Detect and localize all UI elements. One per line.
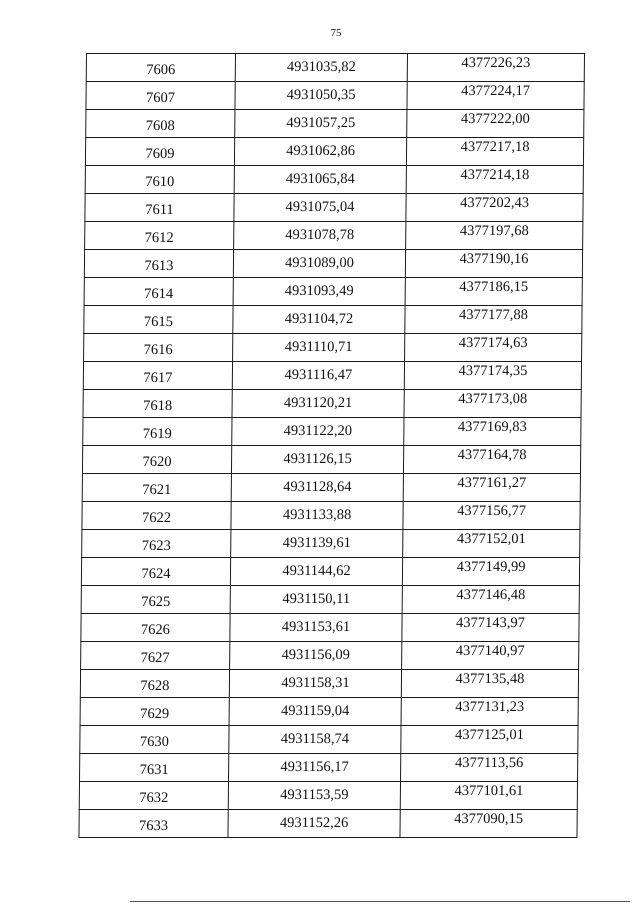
y-coordinate-cell xyxy=(405,250,582,278)
page-number: 75 xyxy=(330,27,342,39)
cell-text: 4377186,15 xyxy=(459,278,529,295)
y-coordinate-cell xyxy=(400,782,577,810)
point-number-cell xyxy=(82,530,231,558)
x-coordinate-cell xyxy=(234,222,406,250)
x-coordinate-cell xyxy=(234,138,406,166)
y-coordinate-cell xyxy=(405,334,582,362)
y-coordinate-cell xyxy=(401,726,578,754)
x-coordinate-cell xyxy=(231,474,403,502)
cell-text: 4377113,56 xyxy=(454,754,524,771)
x-coordinate-cell xyxy=(233,250,405,278)
table-row xyxy=(85,138,583,166)
table-row xyxy=(84,334,582,362)
cell-text: 7633 xyxy=(139,817,169,834)
cell-text: 7629 xyxy=(140,705,170,722)
y-coordinate-cell xyxy=(402,642,579,670)
cell-text: 7626 xyxy=(140,621,171,638)
cell-text: 4931128,64 xyxy=(283,478,352,495)
cell-text: 7625 xyxy=(141,593,171,610)
table-row xyxy=(86,110,584,138)
cell-text: 4931150,11 xyxy=(282,590,351,607)
cell-text: 7611 xyxy=(145,201,174,218)
cell-text: 7628 xyxy=(140,677,170,694)
table-row xyxy=(81,558,579,586)
point-number-cell xyxy=(80,698,229,726)
table-row xyxy=(84,278,582,306)
point-number-cell xyxy=(83,390,232,418)
cell-text: 4377152,01 xyxy=(456,530,526,547)
x-coordinate-cell xyxy=(233,334,405,362)
cell-text: 7624 xyxy=(141,565,171,582)
cell-text: 7632 xyxy=(139,789,169,806)
cell-text: 4931089,00 xyxy=(284,254,355,271)
y-coordinate-cell xyxy=(406,222,583,250)
cell-text: 4377125,01 xyxy=(454,726,524,743)
y-coordinate-cell xyxy=(401,754,578,782)
cell-text: 7615 xyxy=(143,313,173,330)
point-number-cell xyxy=(81,586,230,614)
table-row xyxy=(82,530,580,558)
y-coordinate-cell xyxy=(406,166,583,194)
x-coordinate-cell xyxy=(235,82,407,110)
cell-text: 4931075,04 xyxy=(285,198,355,215)
point-number-cell xyxy=(81,614,230,642)
y-coordinate-cell xyxy=(403,530,580,558)
x-coordinate-cell xyxy=(231,530,403,558)
point-number-cell xyxy=(85,138,234,166)
x-coordinate-cell xyxy=(229,754,401,782)
cell-text: 4931139,61 xyxy=(282,534,352,551)
table-row xyxy=(86,54,584,82)
cell-text: 7616 xyxy=(143,341,173,358)
cell-text: 4931110,71 xyxy=(284,338,353,355)
y-coordinate-cell xyxy=(403,502,580,530)
table-row xyxy=(84,306,582,334)
cell-text: 7620 xyxy=(142,453,172,470)
x-coordinate-cell xyxy=(229,670,401,698)
y-coordinate-cell xyxy=(407,82,584,110)
x-coordinate-cell xyxy=(234,194,406,222)
x-coordinate-cell xyxy=(232,362,404,390)
cell-text: 4931120,21 xyxy=(283,394,353,411)
point-number-cell xyxy=(84,278,233,306)
point-number-cell xyxy=(80,670,229,698)
point-number-cell xyxy=(84,334,233,362)
table-row xyxy=(85,222,583,250)
cell-text: 7618 xyxy=(143,397,173,414)
cell-text: 4931062,86 xyxy=(286,142,356,159)
point-number-cell xyxy=(86,110,235,138)
cell-text: 4931078,78 xyxy=(285,226,355,243)
y-coordinate-cell xyxy=(403,474,580,502)
x-coordinate-cell xyxy=(229,726,401,754)
cell-text: 7617 xyxy=(143,369,173,386)
table-row xyxy=(82,502,580,530)
table-row xyxy=(85,194,583,222)
y-coordinate-cell xyxy=(406,194,583,222)
cell-text: 4931156,17 xyxy=(280,758,349,775)
cell-text: 4377143,97 xyxy=(456,614,526,631)
point-number-cell xyxy=(81,558,230,586)
cell-text: 4931126,15 xyxy=(283,450,352,467)
x-coordinate-cell xyxy=(231,502,403,530)
y-coordinate-cell xyxy=(403,446,580,474)
cell-text: 7631 xyxy=(139,761,169,778)
cell-text: 4377161,27 xyxy=(457,474,527,491)
cell-text: 4931093,49 xyxy=(284,282,354,299)
cell-text: 7622 xyxy=(141,509,172,526)
cell-text: 4377146,48 xyxy=(456,586,526,603)
x-coordinate-cell xyxy=(231,446,403,474)
cell-text: 7608 xyxy=(145,117,175,134)
table-row xyxy=(80,754,578,782)
cell-text: 4931159,04 xyxy=(280,702,350,719)
y-coordinate-cell xyxy=(402,558,579,586)
cell-text: 4377202,43 xyxy=(460,194,530,211)
cell-text: 4377214,18 xyxy=(460,166,530,183)
cell-text: 4931116,47 xyxy=(284,366,353,383)
cell-text: 4931153,61 xyxy=(281,618,351,635)
x-coordinate-cell xyxy=(235,54,407,82)
table-row xyxy=(81,642,579,670)
cell-text: 4377169,83 xyxy=(457,418,527,435)
cell-text: 7612 xyxy=(144,229,174,246)
table-row xyxy=(79,810,577,838)
table-row xyxy=(80,670,578,698)
table-row xyxy=(81,586,579,614)
point-number-cell xyxy=(86,54,235,82)
cell-text: 4931133,88 xyxy=(282,506,352,523)
y-coordinate-cell xyxy=(404,418,581,446)
table-row xyxy=(80,698,578,726)
cell-text: 4377222,00 xyxy=(460,110,530,127)
y-coordinate-cell xyxy=(405,306,582,334)
x-coordinate-cell xyxy=(230,642,402,670)
cell-text: 7606 xyxy=(146,61,176,78)
x-coordinate-cell xyxy=(233,306,405,334)
cell-text: 7619 xyxy=(142,425,172,442)
x-coordinate-cell xyxy=(230,586,402,614)
point-number-cell xyxy=(83,418,232,446)
cell-text: 7607 xyxy=(145,89,176,106)
point-number-cell xyxy=(82,446,231,474)
point-number-cell xyxy=(80,726,229,754)
point-number-cell xyxy=(85,222,234,250)
point-number-cell xyxy=(86,82,235,110)
point-number-cell xyxy=(80,754,229,782)
point-number-cell xyxy=(79,810,228,838)
cell-text: 4377217,18 xyxy=(460,138,530,155)
y-coordinate-cell xyxy=(402,614,579,642)
x-coordinate-cell xyxy=(228,810,400,838)
x-coordinate-cell xyxy=(235,110,407,138)
point-number-cell xyxy=(85,166,234,194)
cell-text: 4931156,09 xyxy=(281,646,350,663)
cell-text: 7630 xyxy=(139,733,169,750)
cell-text: 4377224,17 xyxy=(461,82,531,99)
coordinates-table xyxy=(78,53,585,838)
x-coordinate-cell xyxy=(230,558,402,586)
cell-text: 4377131,23 xyxy=(455,698,525,715)
y-coordinate-cell xyxy=(401,698,578,726)
x-coordinate-cell xyxy=(232,390,404,418)
point-number-cell xyxy=(81,642,230,670)
cell-text: 4931104,72 xyxy=(284,310,354,327)
cell-text: 4931152,26 xyxy=(279,814,349,831)
cell-text: 4377149,99 xyxy=(456,558,526,575)
point-number-cell xyxy=(84,250,233,278)
table-row xyxy=(83,418,581,446)
cell-text: 4931035,82 xyxy=(286,58,356,75)
y-coordinate-cell xyxy=(400,810,577,838)
y-coordinate-cell xyxy=(407,54,584,82)
table-row xyxy=(84,250,582,278)
cell-text: 7610 xyxy=(145,173,175,190)
point-number-cell xyxy=(79,782,228,810)
x-coordinate-cell xyxy=(228,782,400,810)
cell-text: 4377177,88 xyxy=(458,306,529,323)
table-row xyxy=(82,474,580,502)
table-row xyxy=(81,614,579,642)
cell-text: 7623 xyxy=(141,537,171,554)
table-row xyxy=(85,166,583,194)
table-row xyxy=(79,782,577,810)
cell-text: 4931050,35 xyxy=(286,86,356,103)
table-row xyxy=(86,82,584,110)
cell-text: 7614 xyxy=(144,285,174,302)
cell-text: 7609 xyxy=(145,145,175,162)
point-number-cell xyxy=(82,474,231,502)
point-number-cell xyxy=(84,306,233,334)
point-number-cell xyxy=(82,502,231,530)
x-coordinate-cell xyxy=(229,698,401,726)
cell-text: 4377101,61 xyxy=(454,782,524,799)
cell-text: 4377174,35 xyxy=(458,362,528,379)
y-coordinate-cell xyxy=(406,138,583,166)
cell-text: 7613 xyxy=(144,257,174,274)
cell-text: 4931065,84 xyxy=(285,170,355,187)
cell-text: 4377190,16 xyxy=(459,250,529,267)
page-bottom-rule xyxy=(130,901,630,902)
cell-text: 7621 xyxy=(142,481,172,498)
cell-text: 4377156,77 xyxy=(457,502,527,519)
cell-text: 4931144,62 xyxy=(282,562,351,579)
cell-text: 4377135,48 xyxy=(455,670,525,687)
cell-text: 4377140,97 xyxy=(455,642,525,659)
table-row xyxy=(82,446,580,474)
point-number-cell xyxy=(83,362,232,390)
x-coordinate-cell xyxy=(233,278,405,306)
cell-text: 4377090,15 xyxy=(454,810,524,827)
cell-text: 4377197,68 xyxy=(459,222,529,239)
cell-text: 4377173,08 xyxy=(458,390,528,407)
coordinates-table-body xyxy=(79,54,585,838)
x-coordinate-cell xyxy=(232,418,404,446)
y-coordinate-cell xyxy=(407,110,584,138)
x-coordinate-cell xyxy=(234,166,406,194)
point-number-cell xyxy=(85,194,234,222)
cell-text: 4377226,23 xyxy=(461,54,531,71)
cell-text: 4931057,25 xyxy=(286,114,356,131)
cell-text: 4377164,78 xyxy=(457,446,527,463)
y-coordinate-cell xyxy=(405,278,582,306)
cell-text: 4931158,74 xyxy=(280,730,350,747)
cell-text: 4377174,63 xyxy=(458,334,528,351)
cell-text: 7627 xyxy=(140,649,170,666)
table-row xyxy=(83,390,581,418)
y-coordinate-cell xyxy=(402,586,579,614)
y-coordinate-cell xyxy=(404,390,581,418)
y-coordinate-cell xyxy=(404,362,581,390)
cell-text: 4931122,20 xyxy=(283,422,353,439)
x-coordinate-cell xyxy=(230,614,402,642)
cell-text: 4931153,59 xyxy=(280,786,349,803)
table-row xyxy=(83,362,581,390)
cell-text: 4931158,31 xyxy=(281,674,350,691)
y-coordinate-cell xyxy=(401,670,578,698)
table-row xyxy=(80,726,578,754)
